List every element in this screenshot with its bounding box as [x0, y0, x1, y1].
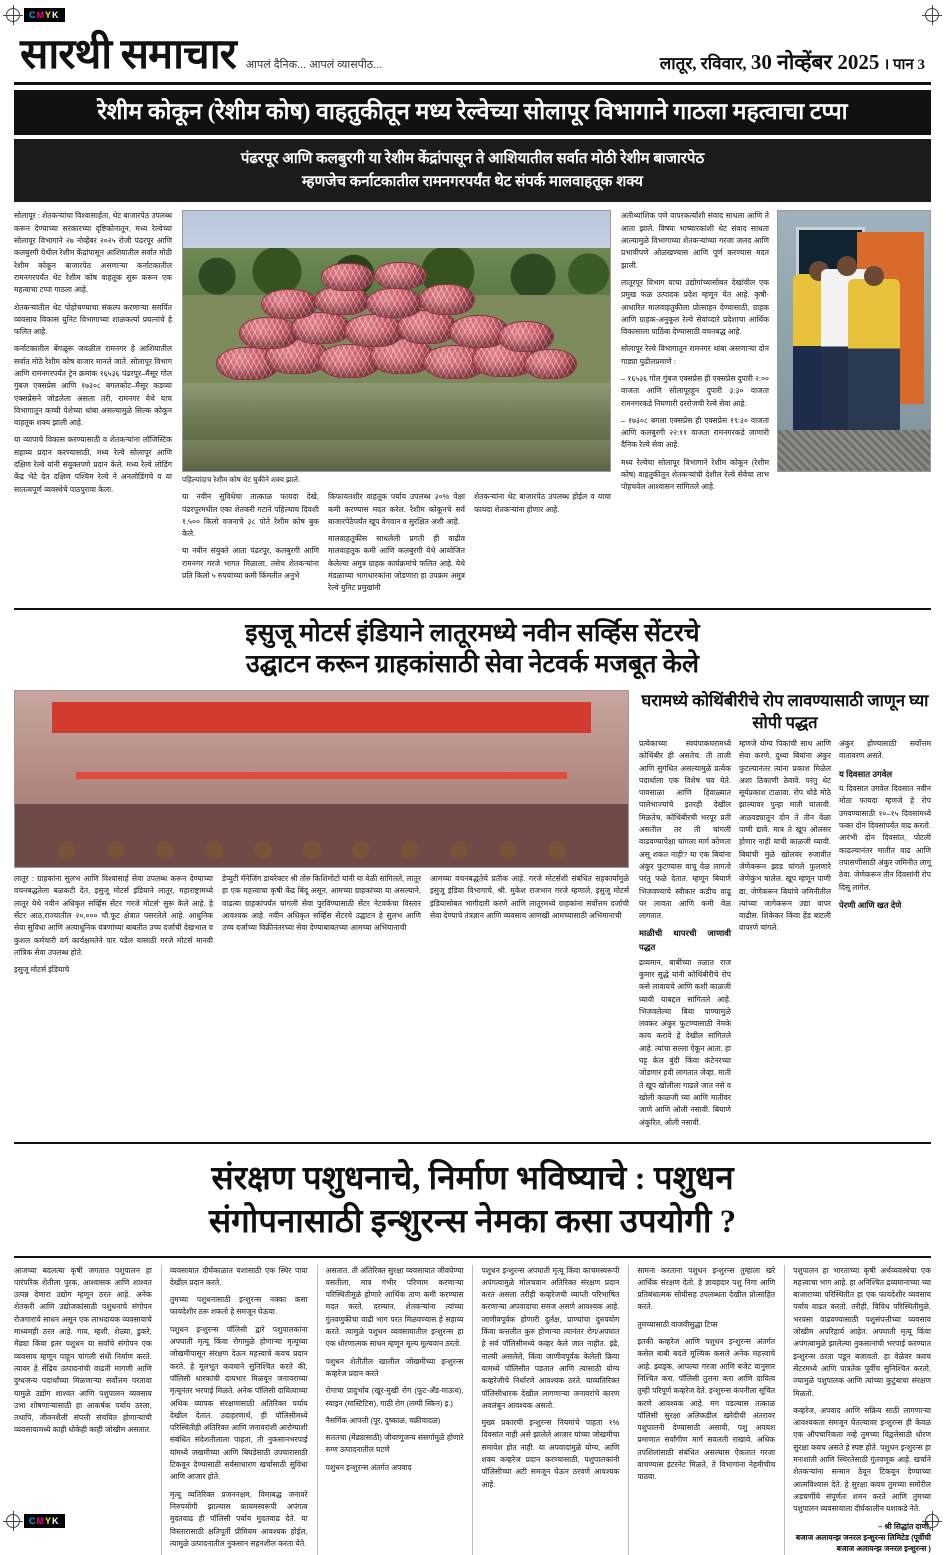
isuzu-story-block	[14, 690, 629, 1134]
coriander-column-2	[739, 738, 831, 1134]
feature-para-11: पशुधन इन्शुरन्स अंतर्गत अपवाद	[325, 1462, 412, 1472]
lead-subheadline-line1: पंढरपूर आणि कलबुरगी या रेशीम केंद्रांपासून ते आशियातील सर्वात मोठी रेशीम बाजारपेठ	[240, 151, 705, 168]
isuzu-para-1: लातूर : ग्राहकांना सुलभ आणि विश्वासार्ह सेवा उपलब्ध करून देण्याच्या वचनबद्धतेला बळकटी देत, इसुजू मोटर्स इंडियाने लातूर, महाराष्ट्रामध्ये लातूर येथे नवीन अधिकृत सर्व्हिस सेंटर 'गरजे मोटर्स' सुरू केले आहे. हे सेंटर आठ,राज्यातील २०,००० चौ.फूट क्षेत्रात पसरलेले आहे. आधुनिक सेवा सुविधा आणि अत्याधुनिक यंत्रणांच्या बाबतीत उच्च दर्जाची देखभाल व कुशल कर्मचारी वर्ग कार्यक्षमतेने पार पडेल यासाठी गरजे मोटर्स मानवी तांत्रिक सेवा उपलब्ध होते.	[14, 874, 213, 957]
lead-para-13: – १७३०८ बगला एक्सप्रेस ही एक्सप्रेस १९:३० वाजता आणि कलबुरगी २२:११ वाजता रामनगरकडे जाणारी दैनिक रेल्वे सेवा आहे.	[621, 415, 769, 450]
coriander-para-4: अंकुर होण्यासाठी सर्वोत्तम वातावरण असते.	[839, 738, 931, 761]
feature-column-2	[161, 1265, 308, 1555]
lead-center-block	[182, 210, 611, 599]
feature-para-18: कव्हरेज, अपवाद आणि सक्रिय साठी लागणाऱ्या आवश्यकता समजून घेतल्यावर इन्शुरन्स ही केवळ एक औपचारिकता नव्हे तुमच्या विद्वत्तेसाठी धोरण सुरक्षा कवच असते हे स्पष्ट होते. पशुधन इन्शुरन्स हा मनःशांती आणि स्थिरतेसाठी गुंतवणूक आहे. खर्चाने शेतकऱ्यांना सन्मान ठेवून टिकवून देण्याच्या आत्मविश्वास देते. हे सुरक्षा कवच तुमच्या समोरील अडचणींचे संपूर्णतः शमन करते आणि तुमच्या पशुपालन व्यवसायाला दीर्घकालीन यशाकडे नेते.	[793, 1405, 931, 1514]
coriander-story-block	[639, 690, 931, 1134]
lead-subheadline-line2: म्हणजेच कर्नाटकातील रामनगरपर्यंत थेट संपर्क मालवाहतूक शक्य	[302, 173, 643, 190]
lead-para-14: मध्य रेल्वेचा सोलापूर विभागाने रेशीम कोकून (रेशीम कोष) वाहतुकीतून शेतकऱ्यांची देशील रेल्वे सेवेचा लाभ पोहचवेल आश्वासन सांगितले आहे.	[621, 457, 769, 492]
coriander-para-2: द्रव्यमान, बाबींच्या तळात राज कुमार सुद्धे यांनी कोथिंबीरीचे रोप कसे लावायचे आणि कशी काळजी घ्यावी याबद्दल सांगितले आहे. भिजवलेल्या बिया पाण्यामुळे लवकर अंकुर फुटण्यासाठी नेमके काय करावे हे देखील सांगितले आहे. त्यांचा सल्ला ऐकून आता, हा घट्ट केल बुंदी किंवा कंटेनरच्या जोडणार हवी लागतात जेव्हा. माती ते खूप खोलीला गाढले जात नसे व खोली काळजी घ्या आणि मातीवर जाणे आणि ओली नसावी. बियाणे अंकुरित, ओली नसावी.	[639, 957, 731, 1127]
feature-para-7: पशुधन शेतीतील खालील जोखमीच्या इन्शुरन्स कव्हरेज प्रदान करते	[325, 1356, 464, 1378]
edition-place-day: लातूर, रविवार,	[659, 54, 747, 73]
second-story-headline	[14, 616, 931, 687]
feature-column-5	[628, 1265, 775, 1555]
feature-para-10: सततचा (मेंढ्यासाठी) जीवाणूजन्य संसर्गामुळे होणारे रुग्ण उत्पादनातील घटणे	[325, 1433, 464, 1455]
lead-para-11: सोलापूर रेल्वे विभागातून रामनगर थांबा असणाऱ्या दोन गाड्या पुढीलप्रमाणे :	[621, 344, 769, 366]
feature-para-1: आजच्या बदलत्या कृषी जगतात पशुपालन हा पारंपरिक शेतीला पूरक, आश्वासक आणि शाश्वत उत्पन्न देणारा उद्योग म्हणून ठरत आहे. अनेक शेतकरी आणि उद्योजकांसाठी पशुधनाचे संगोपन रोजगाराचे साधन असून एक लाभदायक व्यवसायाचे माध्यमही ठरत आहे. गाय, म्हशी, शेळ्या, डुकरे, मेंढ्या किंवा इतर पशुधन या सर्वांचे संगोपन एक व्यवसाय म्हणून पाहून चांगली संधी निर्माण करते. त्यावर हे सेंद्रिय उत्पादनांची वाढती मागणी आणि दुग्धजन्य पदार्थांच्या मिळणाऱ्या सर्वोत्तम परतावा यामुळे उद्योग शाश्वत आणि पशुपालन व्यवसाय उभा शोषणार्‍यासाठी हा आकर्षक पर्याय ठरला, तथापि, जीवनशैली संपत्ती संचयित होणाऱ्यांची व्यवसायामध्ये काही धोकेही काही जोखीम असतात.	[14, 1265, 152, 1435]
registration-mark-top-left	[6, 8, 20, 22]
feature-byline-line1: – श्री सिद्धांत दाणी,	[878, 1521, 931, 1531]
photo-caption-1: पहिल्यांदाच रेशीम कोष थेट चुकीने शक्य झाले.	[182, 475, 301, 485]
coriander-column-1	[639, 738, 731, 1134]
lead-right-block	[621, 210, 931, 599]
lead-para-3: कर्नाटकातील बेंगळूरू जवळील रामनगर हे आशियातील सर्वात मोठे रेशीम कोष वाजार मानले जाते. सोलापूर विभाग आणि रामनगरपर्यंत ट्रेन क्रमांक १६५३६ पंढरपूर–मैसूर गोल गुंबज एक्सप्रेस आणि १७३०८ बगलकोट–मैसूर कडव्या एक्सप्रेसने जोडलेला असला तरी, रामनगर येथे याच विभागातून कच्ची पेशेच्या थांबा असल्यामुळे सिल्क कोकून वाहतूक शक्य झाली आहे.	[14, 344, 172, 428]
publication-tagline: आपलं दैनिक... आपलं व्यासपीठ...	[245, 59, 383, 71]
registration-mark-bottom-right	[925, 1514, 939, 1528]
feature-para-12: पशुधन इन्शुरन्स अपघाती मृत्यू किंवा काचमस्वरूपी अपंगत्वामुळे मोलचवान अतिरिक्त संरक्षण प्रदान करत असला तरीही कव्हरेजची व्याप्ती परिभाषित करणाऱ्या अपवादाचा समज असणे आवश्यक आहे. जाणीवपूर्वक होणारी दुर्लक्ष, प्राण्यांचा दुरुपयोग किंवा कत्तलीत कुरु होणाऱ्या त्यानंतर रोग/अपघात हे सर्व पॉलिसीमध्ये कव्हर केले जात नाहीत. इंद्रे, नाल्यी असलेले, किंवा जाणीवपूर्वक केलेली क्रिया यामध्ये पॉलिसीत पडतात आणि त्यासाठी योग्य कव्हरेजीचे निर्धारणे आवश्यक ठरते. याव्यतिरिक्त पॉलिसीधारक देखील लागणाऱ्या जनावरांचे कारण अवलंबून आवश्यक असतो.	[481, 1265, 620, 1410]
edition-date: 30 नोव्हेंबर 2025	[750, 50, 880, 74]
page-number: । पान 3	[883, 57, 925, 73]
lead-subheadline	[14, 139, 931, 202]
photo-ribbon-cutting-ceremony	[14, 690, 629, 868]
lead-column-3	[328, 491, 465, 599]
feature-headline-line1: संरक्षण पशुधनाचे, निर्माण भविष्याचे : पशुधन	[211, 1160, 734, 1197]
cocoon-sack-pile	[209, 274, 585, 404]
coriander-subhead-1: माळीची थापरची जाणावी पद्धत	[639, 928, 731, 953]
coriander-para-1: प्रत्येकाच्या स्वयंपाकघरामध्ये कोथिंबीर ही असतेच. ती ताजी आणि सुगंधित असल्यामुळे प्रत्येक पदार्थाला एक विशेष चव येते. पावसाळा आणि हिवाळ्यात पालेभाज्यांचे इतरही देखील मिळतेच, कोथिंबीरची भरपूर प्रती असतील तर ती चांगली वाढवण्यापेक्षा चांगला मार्ग कोणता असू शकत नाही? या एक बियांना अंकुर फुटण्यास वाचू वेळ लागतो परंतु फळे देतात. म्हणून बियाणे भिजवण्याचे स्वीकार कडीच वाढू घर लावता आणि कमी वेळ लागतात.	[639, 738, 731, 921]
feature-article	[14, 1144, 931, 1555]
registration-mark-bottom-left	[6, 1514, 20, 1528]
isuzu-byline: इसुजू मोटर्स इंडियाचे	[14, 965, 70, 975]
feature-para-4: पशुधन इन्शुरन्स पॉलिसी द्वारे पशुपालकांना अपघाती मृत्यू किंवा रोगामुळे होणाऱ्या मृत्यूच्या जोखमीपासून संरक्षण देऊन महत्त्वाचे कवच प्रदान करते. हे मूलभूत कवचाने सुनिश्चित करते की, पॉलिसी धारकांची दायभार मिळवून जनावराच्या मृत्यूनंतर भरपाई मिळते. अनेक पॉलिसी दायित्वाच्या अधिक व्यापक संरक्षणासाठी अतिरिक्त पर्याय देखील देतात. उदाहरणार्थ, ही पॉलिसीमध्ये परिस्थितीही अंतिरिक्त आणि जनावरांशी आरोग्याशी संबंधित संदेशतीलाला पाहता, ती नुकसानभरपाई यांमध्ये जखमीच्या आणि बिघडेसाठी उपचारासाठी टिकवून देण्यासाठी सर्वसाधारण खर्चासाठी सुविधा आणि आजार होते.	[169, 1324, 308, 1482]
feature-para-9: नैसर्गिक आपत्ती (पूर, दुष्काळ, चक्रीवादळ)	[325, 1415, 441, 1425]
lead-para-9: अतीथ्यांशिक पणे वापरकर्त्यांशी संवाद साधला आणि ते आता झाले. विषयः भाष्यारकांशी थेट संवाद साधता आल्यामुळे विभागाच्या शेतकऱ्यांच्या गरजा जलद आणि प्रभावीपणे ओळखण्यास आणि पूर्ण करण्यास मदत झाली.	[621, 211, 769, 270]
feature-para-15: तुमच्यासाठी वाजवीसुद्धा टिप्स	[637, 1319, 718, 1329]
lead-para-2: शेतकऱ्यांतील थेट पोहोचण्याचा संकल्प करणाऱ्या समर्पित व्यवसाय विकास युनिट विभागाच्या शाळकर्त्या प्रयत्नांचे हे फलित आहे.	[14, 302, 172, 337]
photo-caption-2: किफायतशीर वाहतूक पर्याय उपलब्ध ३०% पेक्षा कमी करण्यास मदत करेल. रेशीम कोकूनचे सर्व बाजारपेठेपर्यंत खूप वेगवान व सुरक्षित अशी आहे.	[328, 492, 465, 526]
coriander-subhead-2: पेरणी आणि खत देणे	[839, 899, 902, 910]
second-story-headline-line1: इसुजू मोटर्स इंडियाने लातूरमध्ये नवीन सर्व्हिस सेंटरचे	[245, 619, 700, 647]
lead-para-7: मालवाहतूकीस साधलेली प्रगती ही वाढीव मालवाहतूक कमी आणि कलबुरगी येथे आयोजित केलेल्या अमुत्र ग्राहक कार्यक्रमांचे फलित आहे. येथे मंडळाच्या भागधारकांना जोडणारा हा उपक्रम अमुत्र रेल्वे युनिट प्रमुखांनी	[328, 534, 465, 593]
masthead-right	[660, 48, 925, 76]
registration-mark-top-right	[925, 8, 939, 22]
masthead	[14, 22, 931, 85]
feature-byline-line3: बजाज अलायन्झ जनरल इन्शुरन्स )	[836, 1544, 931, 1554]
masthead-left	[20, 34, 382, 76]
lead-column-2	[182, 491, 319, 599]
lead-headline: रेशीम कोकून (रेशीम कोष) वाहतुकीतून मध्य रेल्वेच्या सोलापूर विभागाने गाठला महत्वाचा टप्पा	[14, 90, 931, 135]
photo-silk-cocoon-sacks	[182, 210, 611, 472]
feature-byline-line2: बजाज अलायन्झ जनरल इन्शुरन्स लिमिटेड (पूर्वीची	[795, 1532, 931, 1542]
coriander-para-5: य दिवसात उगवेल दिवसात नवीन मोठा फायदा म्हणजे हे रोप उगवण्यासाठी १०–१५ दिवसांमध्ये फक्त दोन दिवसांपर्यंत वाढ करतो. आरंभी दोन दिवसांत, पोटली काढल्यानंतर मातीत वाढ आणि तपासणीसाठी अंकुर जमिनीत लागू ठेवा. जेणेकरून तीन दिवसांनी रोप दिसू लागेल.	[839, 784, 931, 892]
isuzu-para-2: डेप्युटी मॅनेजिंग डायरेक्टर श्री तोरु किशिमोटो यांनी या वेळी सांगितले, लातूर हा एक महत्त्वाचा कृषी केंद्र बिंदू असून, आमच्या ग्राहकांच्या या असल्याने, वाढत्या ग्राहकांपर्यंत चांगली सेवा पुरविण्यासाठी सेंटर नेटवर्कचा विस्तार आवश्यक आहे. नवीन अधिकृत सर्व्हिस सेंटरचे उद्घाटन हे सुलभ आणि उच्च दर्जाच्या विक्रीनंतरच्या सेवा देण्याबाबतच्या आमच्या अभियानाची	[222, 874, 421, 933]
isuzu-para-3: आमच्या वचनबद्धतेचे प्रतीक आहे. गरजे मोटर्सशी संबंधित सहकार्यांमुळे इसुजू इंडिया विभागाचे, श्री. मुकेश राजभान गरजे म्हणाले, इसुजू मोटर्स इंडियासोबत भागीदारी करणे आणि लातूरमध्ये ग्राहकांना सर्वोत्तम दर्जाची सेवा देण्याचे तंत्रज्ञान आणि व्यवसाय आणखी आमच्यासाठी अभिमानाची	[430, 874, 629, 920]
coriander-column-3	[839, 738, 931, 1134]
cmyk-bar-top: CMYK	[24, 8, 65, 22]
feature-para-14: सामना करताना पशुधन इन्शुरन्स तुम्हाला खरे आर्थिक संरक्षण देतो. हे ज्ञावहदार पशु निगा आणि प्रतिबंधात्मक सोयीसह उपलब्धता देखील प्रोत्साहित करते.	[637, 1265, 776, 1312]
lead-para-10: लातूरपूर विभाग याचा उद्योगांच्यासोबत देखांवील एक प्रमुख फळ उत्पादक प्रदेश म्हणून येत आहे. कृषी-आधारित मालवाहतुकीला प्रोत्साहन देण्यासाठी, ग्राहक आणि ग्राहक-अनुकूल रेल्वे सेवांव्दारे प्रदेशाचा आर्थिक विकासाला पाठिंबा देण्यासाठी वचनबद्ध आहे.	[621, 277, 769, 337]
second-story-body	[14, 690, 931, 1134]
lead-story	[14, 210, 931, 609]
feature-para-3: तुमच्या पशुधनासाठी इन्शुरन्स नक्का कसा फायदेशीर ठरू शकतो हे समजून घेऊया.	[169, 1295, 308, 1317]
feature-para-5: मृत्यू व्यतिरिक्त प्रजननक्षम, विमाबद्ध जनावरे निरुपयोगी झाल्यास कायमस्वरूपी अपंगत्व मुदतवाढ ही पॉलिसी पर्याय मुदतवाढ देते. या विस्तारासाठी क्षतिपूर्ती प्रीमियम आवश्यक होईल, त्यामुळे उत्पादनातील नुकसान सहनशील करता येते.	[169, 1489, 308, 1548]
cmyk-bar-bottom: CMYK	[24, 1514, 65, 1528]
lead-right-photo-wrap	[777, 210, 931, 599]
feature-headline	[14, 1144, 931, 1258]
second-story	[14, 616, 931, 1144]
feature-column-6	[784, 1265, 931, 1555]
lead-column-1	[14, 210, 172, 599]
lead-column-5	[621, 210, 769, 599]
second-story-headline-line2: उद्घाटन करून ग्राहकांसाठी सेवा नेटवर्क मजबूत केले	[246, 650, 699, 678]
coriander-subhead-3: य दिवसात उगवेल	[839, 768, 893, 779]
feature-body	[14, 1258, 931, 1555]
isuzu-column-1	[14, 873, 213, 981]
coriander-headline: घरामध्ये कोथिंबीरीचे रोप लावण्यासाठी जाणून घ्या सोपी पद्धत	[641, 691, 929, 732]
lead-para-6: या नवीन संयुक्ते आता पंढरपूर, कलबुरगी आणि रामनगर गरजे भागत मिळाला, तसेच शेतकऱ्यांना प्रति किलो ५ रुपयांच्या कमी किंमतीत अनुभे	[182, 546, 319, 581]
lead-para-4: या व्यापाचे विकास करण्यासाठी व शेतकऱ्यांना लॉजिस्टिक सहाय्य प्रदान करण्यासाठी, मध्य रेल्वे सोलापूर आणि दक्षिण रेल्वे यांनी संयुक्तपणे प्रदान केले. मध्य रेल्वे लोडिंग केंद्र भेटे देत दक्षिण पश्चिम रेल्वे ने अनलोडिंगचे व या सातत्यपूर्ण व्यवस्थेचे पाठपुरावा केला.	[14, 435, 172, 494]
publication-title: सारथी समाचार	[20, 32, 236, 78]
feature-para-16: इतकी कव्हरेज आणि पशुधन इन्शुरन्स अंतर्गत कसेल बाबी बदले मूल्यिक कसले अनेक महत्त्वाचे आहे. झ्वड्क, आपल्या गरजा आणि बजेट यानुसार निश्चित करा. पॉलिसी तुलना करा आणि दायित्व तुम्ही परिपूर्ण कव्हरेज देते. इन्शुरन्स कंपनीला सूचित करणे आवश्यक आहे. मग पडल्यास तत्काळ पॉलिसी सुरक्षा अलिकडील खरेदीची अंतरावर पशुपालनी देण्यासाठी असावी, पशु अपयश प्रमाणात सर्वांगीण मार्ग सवलती राखावे. अधिक तपशिलांसाठी संबंधित असल्यास ऐकतात गरजा वाचण्यास इंटरनेट मिळते, ते विभागांना नेहमीचीच पाठवा.	[637, 1337, 776, 1482]
lead-column-4	[474, 491, 611, 599]
isuzu-column-3	[430, 873, 629, 981]
photo-railway-officials	[777, 210, 931, 472]
feature-para-6: असतात. ती अंतिरिक्त सुरक्षा व्यवसायात जीवघेण्या वसतीला, मात्र गंभीर परिणाम करणाऱ्या परिस्थितीमुळे होणारे आर्थिक ताण कमी करण्यास मदत करते. दरम्यान, शेतकऱ्यांना त्यांच्या गुंतवणुकीचा वाढी भाग परत मिळवण्यास हे सहाय्य करते. त्यामुळे पशुधन व्यवसायातील इन्शुरन्स हा एक धोरणात्मक साधन म्हणून मूल्य मूल्यवान ठरतो.	[325, 1265, 464, 1349]
feature-para-8: रोगाचा प्रादुर्भाव (खूर-मुखी रोग (फूट-अँड-माऊथ), स्वाइन (मास्टिटिस), गाठी रोग (लम्पी स्किन) इ.)	[325, 1386, 464, 1408]
lead-para-1: सोलापूर : शेतकऱ्यांचा विश्वासार्हता, थेट बाजारपेठ उपलब्ध करून देण्याच्या सरकारच्या दृष्टिकोनातून, मध्य रेल्वेच्या सोलापूर विभागाने २७ नोव्हेंबर २०२५ रोजी पंढरपूर आणि कलबुरगी येथील रेशीम केंद्रांपासून आशियातील सर्वात मोठी रेशीम कोकून बाजारपेठ असणाऱ्या कर्नाटकातील रामनगरपर्यंत थेट रेशीम कोष वाहतूक सुरू करून एक महत्वाचा टप्पा गाठला आहे.	[14, 211, 172, 295]
lead-para-8: शेतकऱ्यांना थेट बाजारपेठ उपलब्ध होईल व याचा फायदा शेतकऱ्यांना होणार आहे.	[474, 492, 611, 514]
lead-para-5: या नवीन सुविधेचा तात्काळ फायदा देखे, पंढरपूरमधील एका शेतकरी गटाने पहिल्याच दिवशी १,५०० किलो वजनाचे ३८ पोते रेशीम कोष बुक केले.	[182, 492, 319, 539]
lead-para-12: – १६५३६ गोल गुंबज एक्सप्रेस ही एक्सप्रेस दुपारी २:०० वाजता आणि सोलापूरहून दुपारी ३:३० वाजता रामनगरकडे निघणारी दररोजची रेल्वे सेवा आहे.	[621, 374, 769, 408]
feature-column-1	[14, 1265, 152, 1555]
feature-headline-line2: संगोपनासाठी इन्शुरन्स नेमका कसा उपयोगी ?	[208, 1203, 737, 1240]
feature-para-2: व्यवसायात दीर्घकाळात यशासाठी एक स्थिर पाया देखील प्रदान करते.	[169, 1265, 308, 1287]
feature-column-3	[317, 1265, 464, 1555]
coriander-para-3: म्हणजे योग्य पिकांची साथ आणि सेवा करणे. दुध्या बियांना अंकुर फुटल्यानंतर त्यांना प्रकाश मिळेल अशा ठिकाणी ठेवावे. परंतु थेट सूर्यप्रकाश टाळावा. रोप थोडे मोठे झाल्यावर पुन्हा माती घालावी. आठवड्यातून दोन ते तीन वेळा पाणी द्यावे. मात्र ते खूप ओलसर होणार नाही याची काळजी घ्यावी. बियांची मुळे खोलवर रुजावीत जेणेकरून झाड चांगले फुलणारे जेणेकुंभ चालेल. खूप म्हणून पाणी द्या, जेणेकरून बियांचे जमिनीतील त्यांच्या जागेकरून उद्या वापर वाढीस. शिकेकर किंवा हेंड बाटली वापरणे चांगले.	[739, 738, 831, 933]
feature-para-17: पशुपालन हा भारताच्या कृषी अर्थव्यवस्थेचा एक महत्त्वाचा भाग आहे. हा अनिश्चित द्रव्यमानाच्या च्या बाजाराच्या परिस्थितीत हा एक फायदेशीर व्यवसाय पर्याय वाढत करतो. तरीही, विविध परिस्थितीमुळे, भरवसा वाढवण्यासाठी पशुसंपत्तीच्या व्यवसाय जोखीम अपरिहार्य आहेत. अपघाती मृत्यू किंवा अपंगत्वामुळे झालेल्या नुकसानांची भरपाई करण्यात इन्शुरन्स ठरता पडून बजावतो. हा वेळेवर कवच सेंटरमध्ये आणि पात्रतेक पूर्वीच सुनिश्चित करतो, ज्यामुळे पशुपालक आणि त्यांच्या कुटुंबाचा संरक्षण मिळतो.	[793, 1265, 931, 1398]
feature-column-4	[472, 1265, 619, 1555]
isuzu-column-2	[222, 873, 421, 981]
feature-para-13: मुख्य प्रकारची इन्शुरन्स नियमांचे पाहता १% दिवसांत नाही असे झालेले आजार यांच्या जोखमीचा समावेश होत नाही. या अपवादांमुळे योग्य, आणि शक्य कव्हरेज प्रदान करण्यासाठी, पशुपालकांनी पॉलिसीच्या अटी समजून घेऊन ठरवणे आवश्यक आहे.	[481, 1418, 620, 1489]
